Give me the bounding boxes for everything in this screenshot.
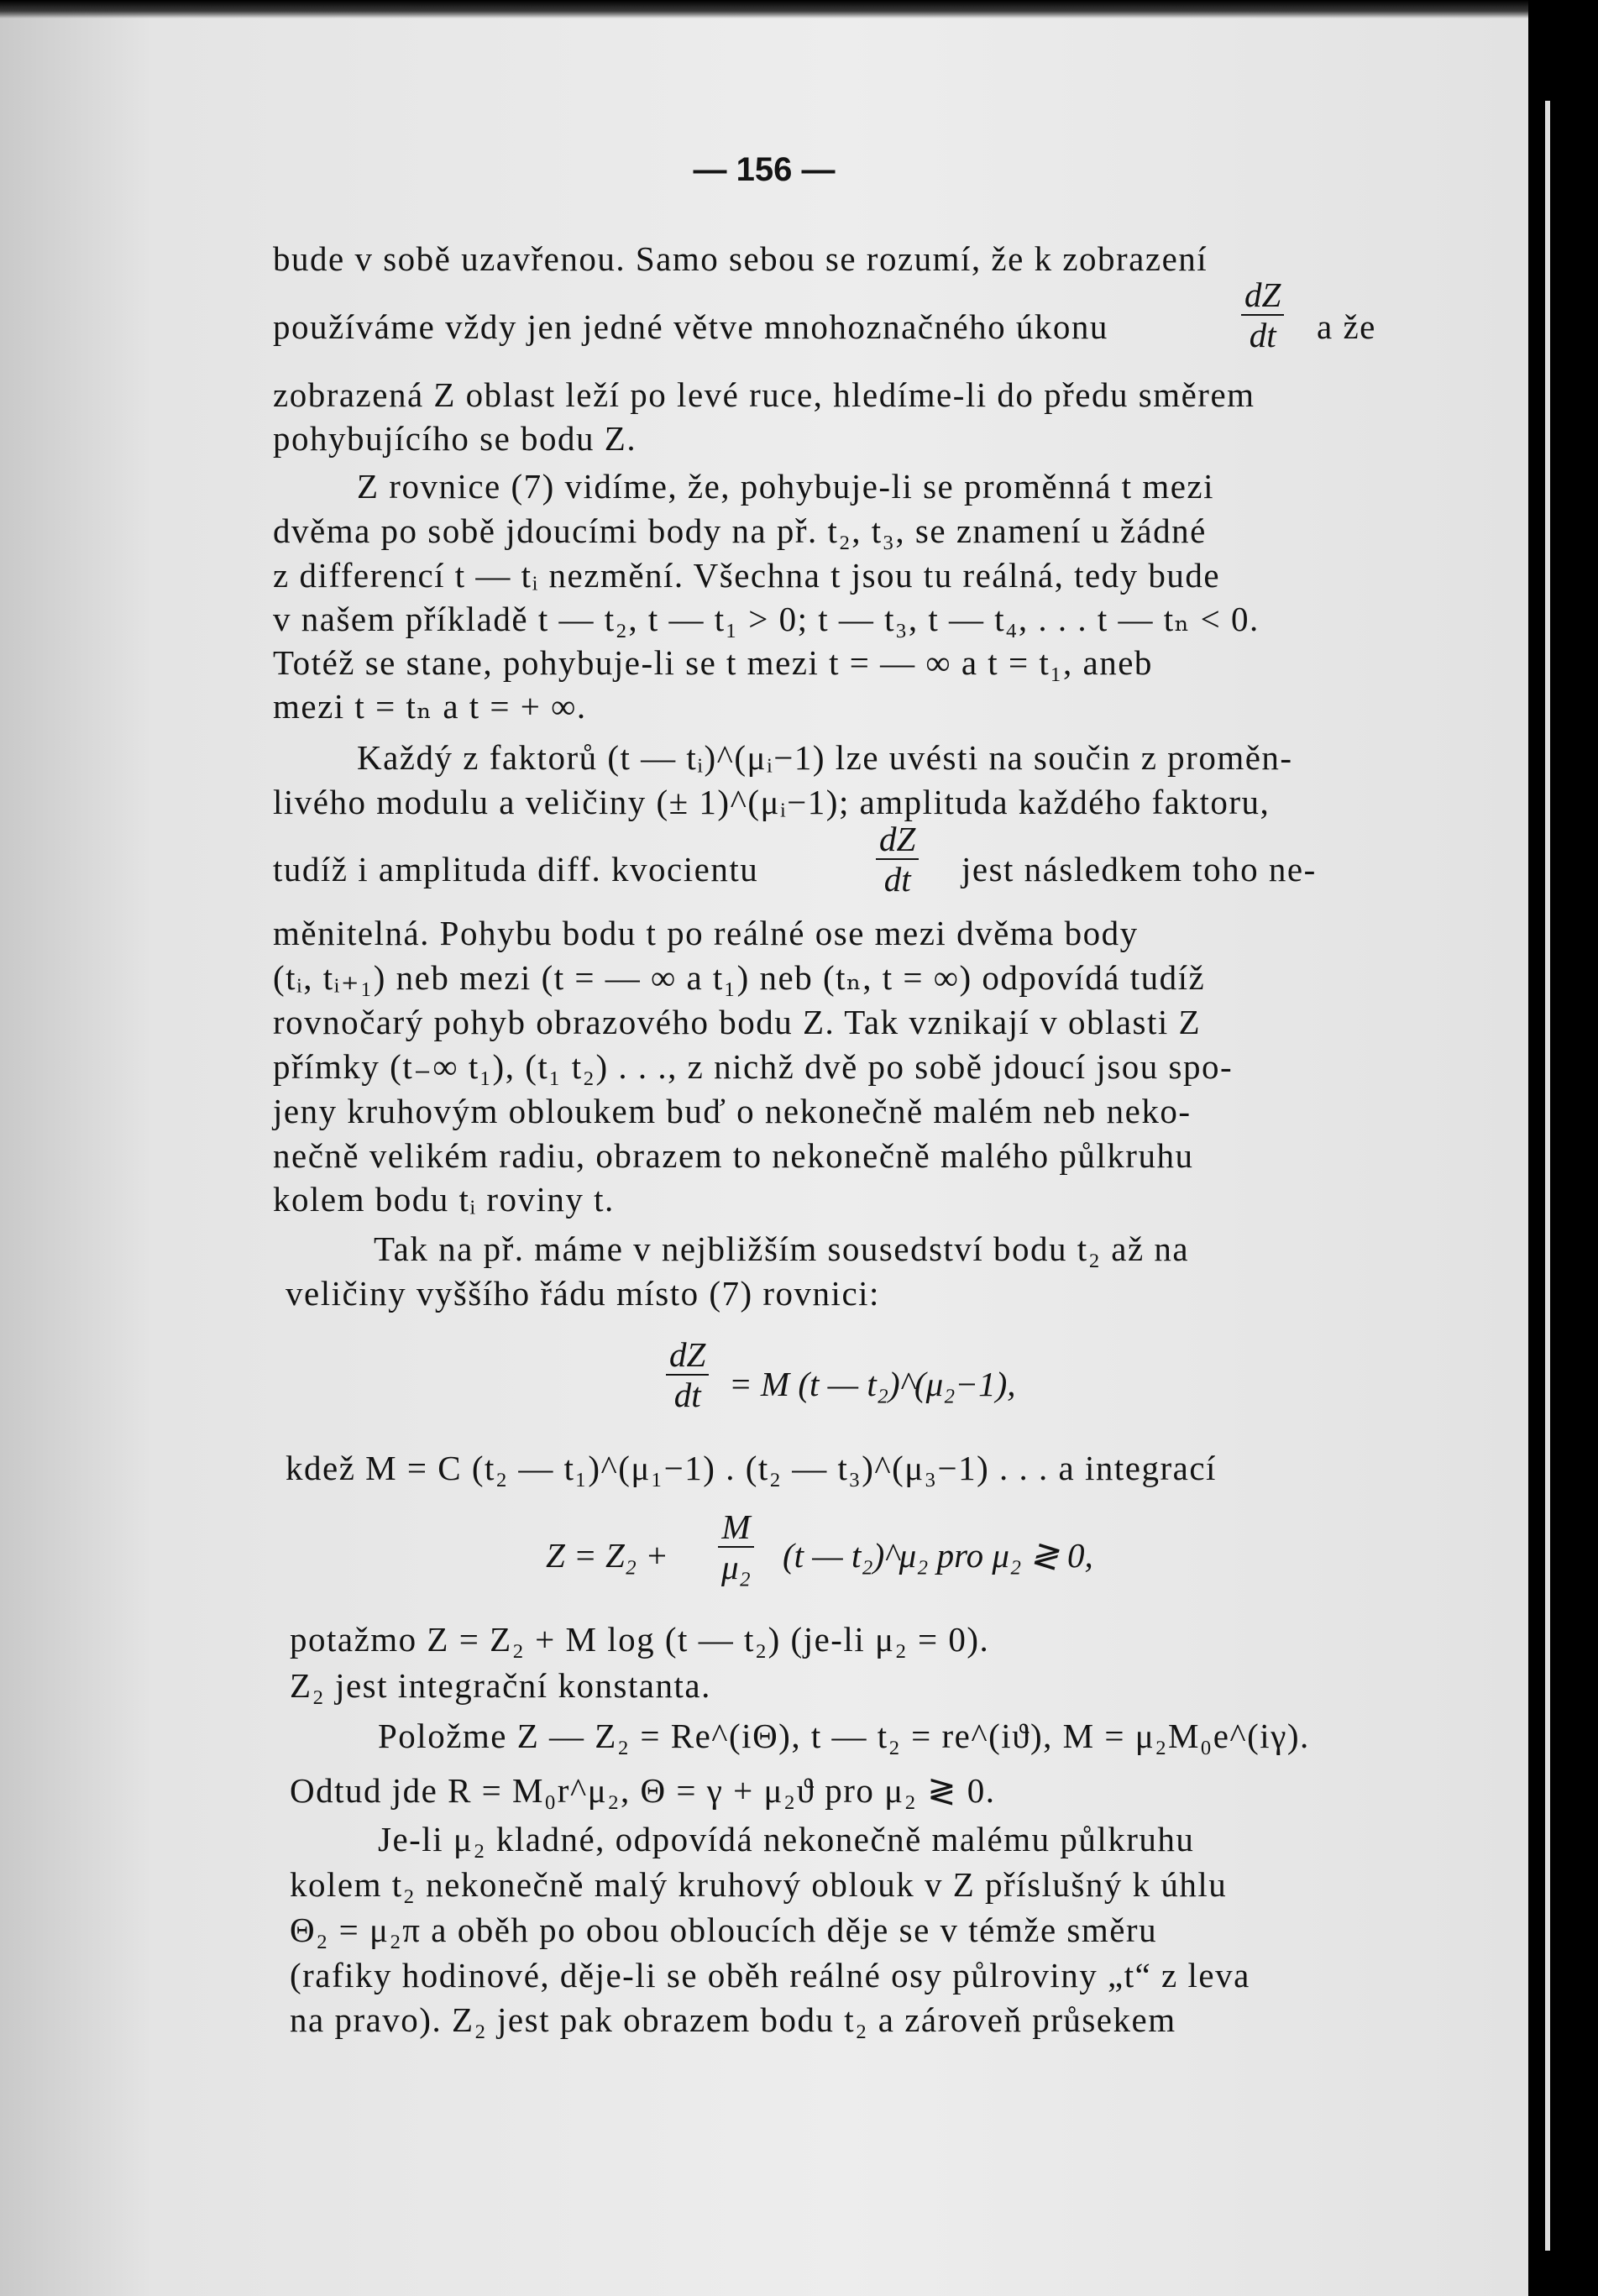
text-line-20: kolem bodu tᵢ roviny t.	[273, 1180, 615, 1219]
text-line-17: přímky (t₋∞ t₁), (t₁ t₂) . . ., z nichž dvě po sobě jdoucí jsou spo-	[273, 1047, 1234, 1086]
text-line-theta: Θ₂ = μ₂π a oběh po obou obloucích děje se v témže směru	[290, 1911, 1158, 1949]
text-line-konstanta: Z₂ jest integrační konstanta.	[290, 1666, 711, 1705]
equation-integral-right: (t — t₂)^μ₂ pro μ₂ ≷ 0,	[783, 1536, 1093, 1575]
text-line-19: nečně velikém radiu, obrazem to nekonečně malého půlkruhu	[273, 1136, 1194, 1175]
text-line-21: Tak na př. máme v nejbližším sousedství bodu t₂ až na	[374, 1229, 1190, 1268]
text-line-potazmo: potažmo Z = Z₂ + M log (t — t₂) (je-li μ₂ = 0).	[290, 1620, 990, 1659]
fraction-numerator: dZ	[1241, 275, 1284, 316]
text-line-13: tudíž i amplituda diff. kvocientu	[273, 850, 759, 889]
text-line-18: jeny kruhovým obloukem buď o nekonečně malém neb neko-	[273, 1092, 1192, 1130]
text-line-13-end: jest následkem toho ne-	[961, 850, 1317, 889]
text-line-2-end: a že	[1317, 307, 1376, 346]
text-line-na-pravo: na pravo). Z₂ jest pak obrazem bodu t₂ a zároveň průsekem	[290, 2000, 1176, 2039]
scan-binding-line	[1545, 101, 1550, 2251]
scan-right-edge	[1528, 0, 1598, 2296]
text-line-odtud: Odtud jde R = M₀r^μ₂, Θ = γ + μ₂ϑ pro μ₂ ≷ 0.	[290, 1771, 996, 1810]
fraction-numerator: dZ	[666, 1335, 709, 1376]
text-line-9: Totéž se stane, pohybuje-li se t mezi t = — ∞ a t = t₁, aneb	[273, 643, 1153, 682]
fraction-numerator: M	[718, 1507, 754, 1548]
fraction-denominator: dt	[673, 1376, 701, 1414]
fraction-numerator: dZ	[876, 820, 919, 860]
text-line-16: rovnočarý pohyb obrazového bodu Z. Tak vznikají v oblasti Z	[273, 1003, 1202, 1041]
text-line-kolem: kolem t₂ nekonečně malý kruhový oblouk v Z příslušný k úhlu	[290, 1865, 1228, 1904]
text-line-11: Každý z faktorů (t — tᵢ)^(μᵢ−1) lze uvésti na součin z proměn-	[357, 738, 1293, 777]
fraction-dz-dt-2	[876, 820, 919, 899]
text-line-12: livého modulu a veličiny (± 1)^(μᵢ−1); amplituda každého faktoru,	[273, 783, 1271, 821]
fraction-dz-dt-3	[666, 1335, 709, 1414]
equation-derivative: = M (t — t₂)^(μ₂−1),	[729, 1365, 1016, 1403]
fraction-denominator: dt	[883, 860, 911, 899]
text-line-14: měnitelná. Pohybu bodu t po reálné ose mezi dvěma body	[273, 914, 1139, 952]
text-line-6: dvěma po sobě jdoucími body na př. t₂, t₃, se znamení u žádné	[273, 511, 1207, 550]
text-line-je-li: Je-li μ₂ kladné, odpovídá nekonečně malému půlkruhu	[378, 1820, 1195, 1858]
fraction-denominator: μ₂	[721, 1548, 751, 1586]
fraction-m-mu2	[718, 1507, 754, 1586]
scan-top-edge	[0, 0, 1528, 18]
fraction-dz-dt-1	[1241, 275, 1284, 354]
text-line-5: Z rovnice (7) vidíme, že, pohybuje-li se proměnná t mezi	[357, 467, 1214, 506]
equation-integral-left: Z = Z₂ +	[546, 1536, 668, 1575]
text-line-polozme: Položme Z — Z₂ = Re^(iΘ), t — t₂ = re^(iϑ), M = μ₂M₀e^(iγ).	[378, 1717, 1310, 1755]
text-line-rafiky: (rafiky hodinové, děje-li se oběh reálné osy půlroviny „t“ z leva	[290, 1956, 1250, 1995]
fraction-denominator: dt	[1249, 316, 1276, 354]
text-line-2: používáme vždy jen jedné větve mnohoznačného úkonu	[273, 307, 1108, 346]
text-line-3: zobrazená Z oblast leží po levé ruce, hledíme-li do předu směrem	[273, 375, 1255, 414]
text-line-kdez: kdež M = C (t₂ — t₁)^(μ₁−1) . (t₂ — t₃)^(μ₃−1) . . . a integrací	[286, 1449, 1217, 1487]
text-line-15: (tᵢ, tᵢ₊₁) neb mezi (t = — ∞ a t₁) neb (tₙ, t = ∞) odpovídá tudíž	[273, 958, 1206, 997]
text-line-1: bude v sobě uzavřenou. Samo sebou se rozumí, že k zobrazení	[273, 239, 1208, 278]
text-line-7: z differencí t — tᵢ nezmění. Všechna t jsou tu reálná, tedy bude	[273, 556, 1221, 595]
page-number: — 156 —	[693, 151, 836, 188]
text-line-4: pohybujícího se bodu Z.	[273, 419, 637, 458]
text-line-22: veličiny vyššího řádu místo (7) rovnici:	[286, 1274, 880, 1313]
text-line-8: v našem příkladě t — t₂, t — t₁ > 0; t — t₃, t — t₄, . . . t — tₙ < 0.	[273, 600, 1260, 638]
text-line-10: mezi t = tₙ a t = + ∞.	[273, 687, 587, 726]
